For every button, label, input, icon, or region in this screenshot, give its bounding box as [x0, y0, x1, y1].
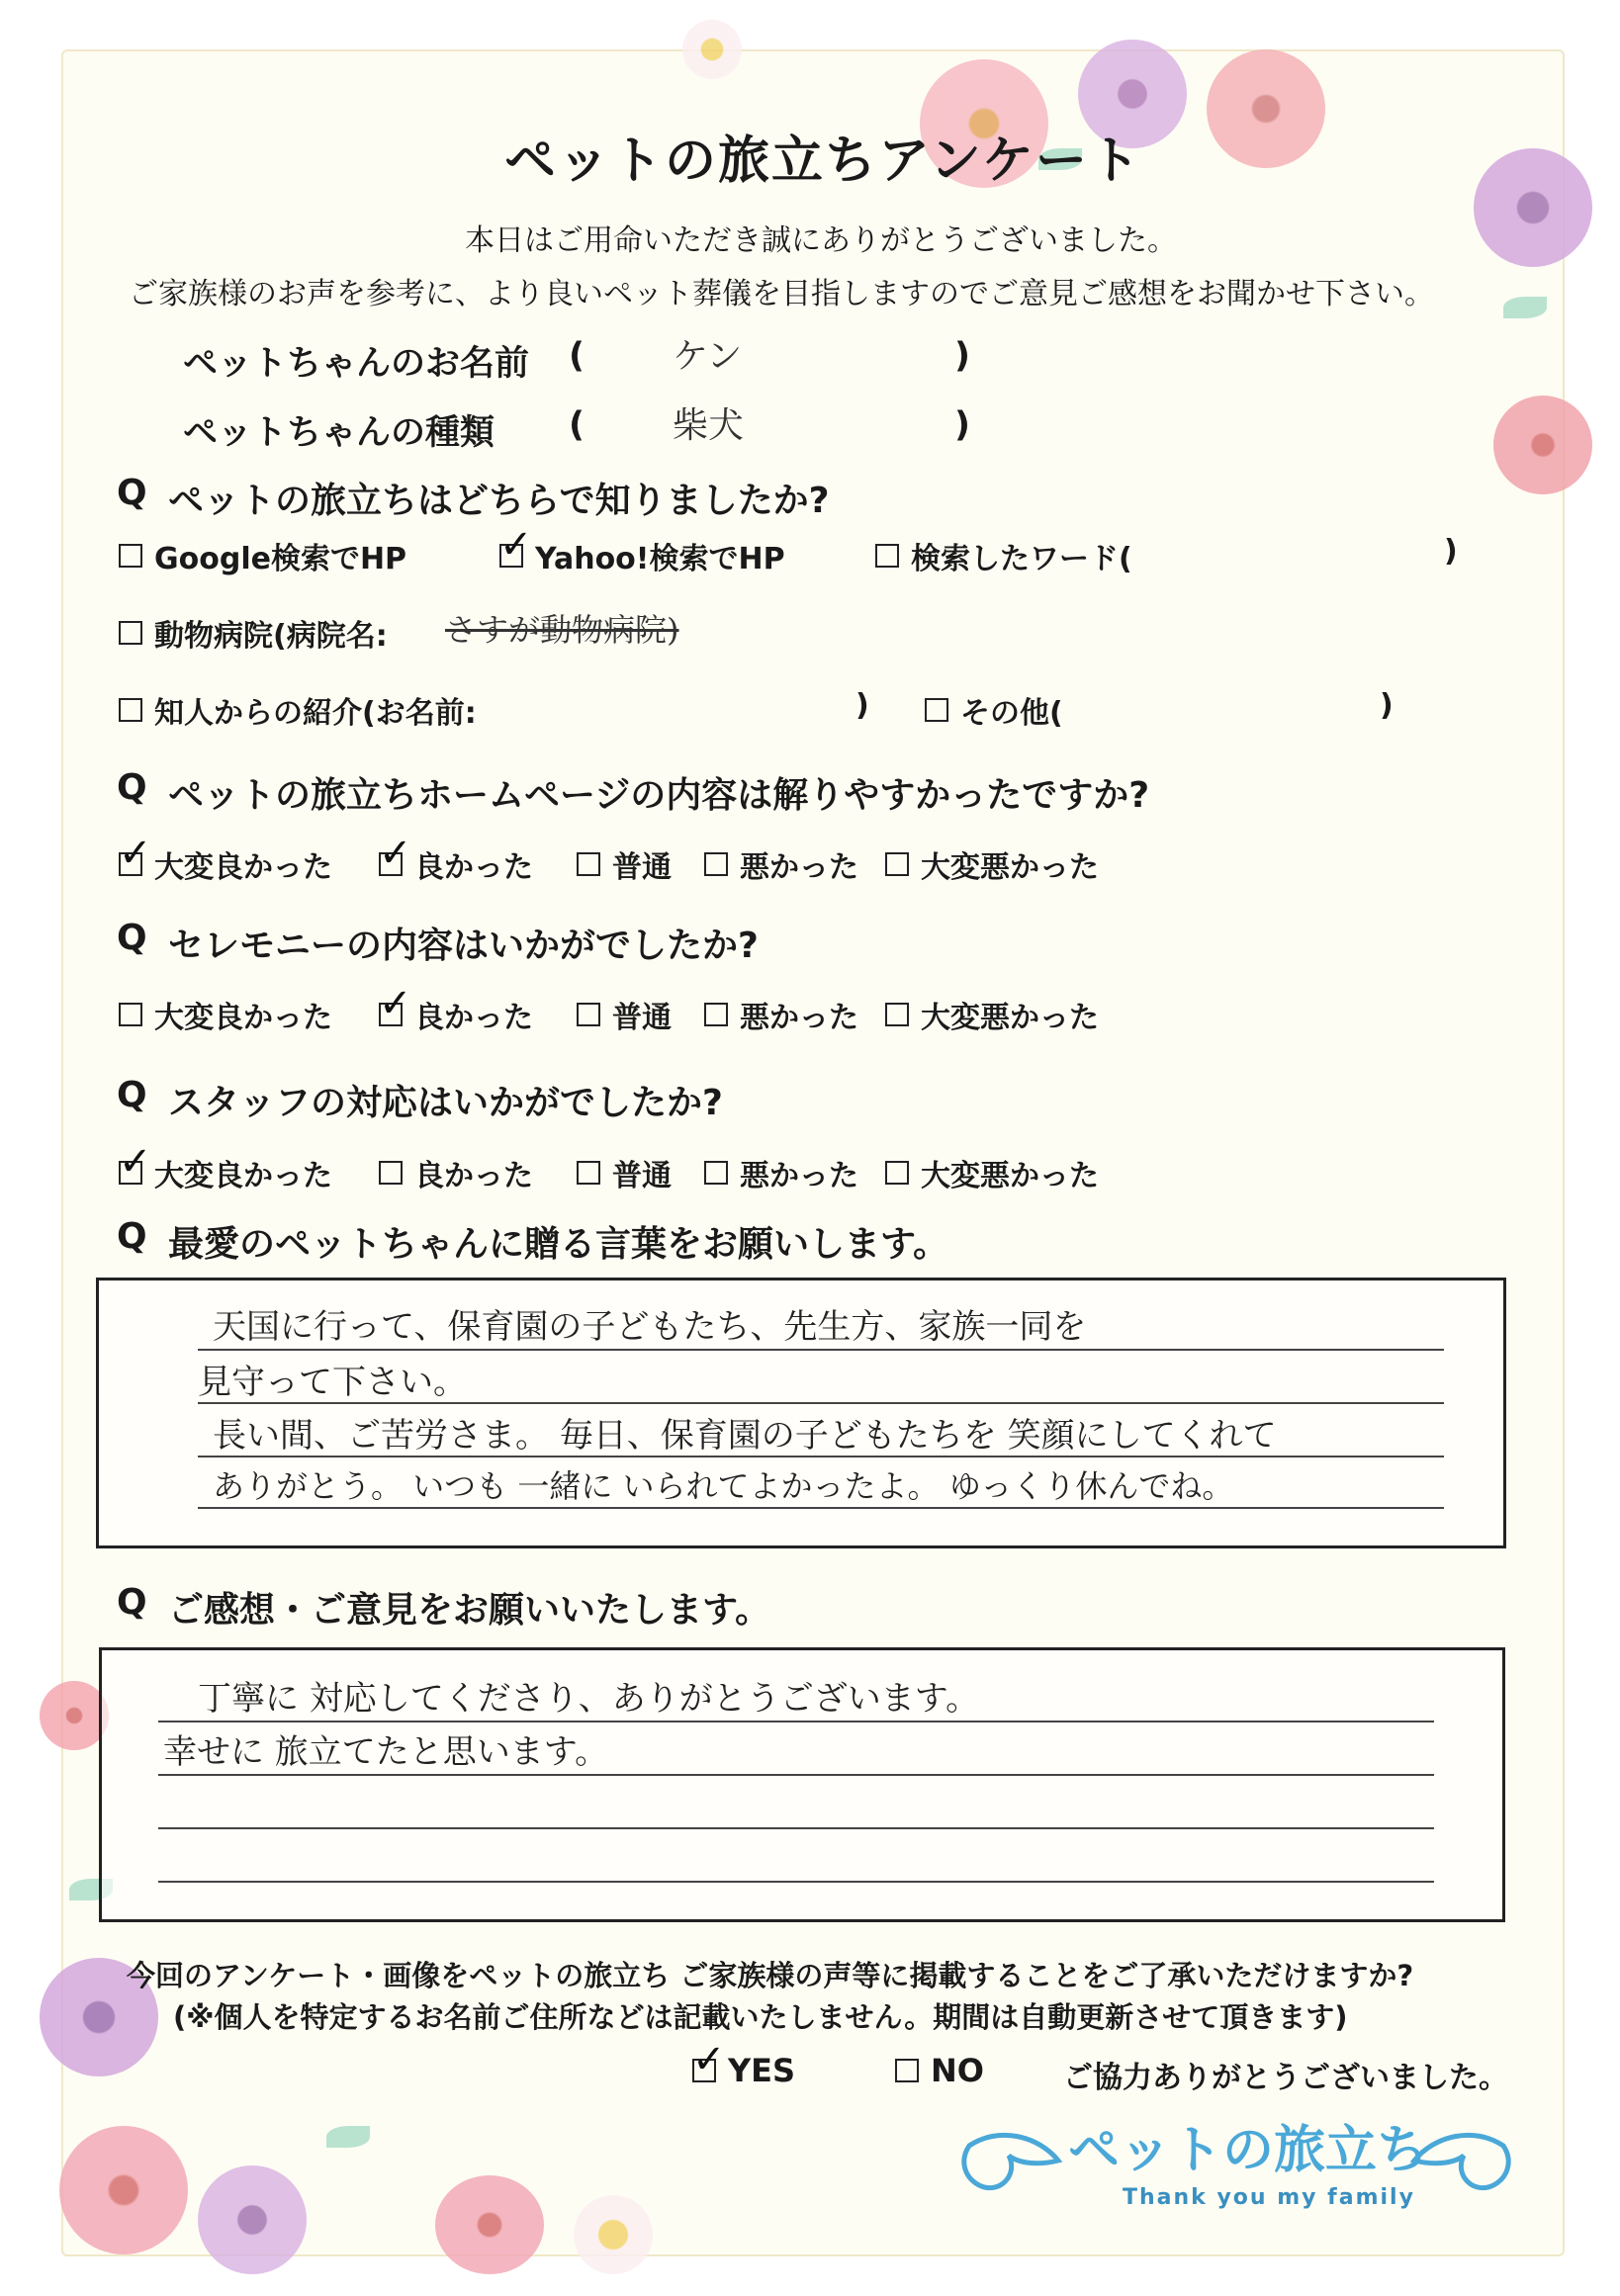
q4-option-good[interactable]: 良かった	[379, 1151, 533, 1194]
flower-decoration	[1207, 49, 1325, 168]
flower-decoration	[435, 2175, 544, 2274]
pet-type-close-paren: )	[954, 405, 970, 445]
logo-tagline: Thank you my family	[1123, 2185, 1415, 2210]
q3-option-bad[interactable]: 悪かった	[704, 993, 858, 1036]
answer-line	[198, 1349, 1444, 1351]
checkbox[interactable]	[577, 852, 600, 876]
checkbox[interactable]	[885, 1161, 909, 1185]
pet-type-value: 柴犬	[673, 405, 745, 446]
checkbox-checked[interactable]	[692, 2059, 716, 2082]
pet-type-open-paren: (	[569, 405, 585, 445]
checkbox[interactable]	[885, 852, 909, 876]
q4-question: スタッフの対応はいかがでしたか?	[168, 1083, 723, 1123]
checkbox[interactable]	[704, 852, 728, 876]
q2-question: ペットの旅立ちホームページの内容は解りやすかったですか?	[168, 775, 1150, 816]
pet-name-label: ペットちゃんのお名前	[183, 344, 530, 384]
q1-referral-close: )	[855, 688, 869, 723]
intro-line-2: ご家族様のお声を参考に、より良いペット葬儀を目指しますのでご意見ご感想をお聞かせ下さい。	[129, 277, 1434, 311]
checkbox[interactable]	[379, 1161, 403, 1185]
logo-name: ペットの旅立ち	[1068, 2120, 1429, 2180]
q3-question: セレモニーの内容はいかがでしたか?	[168, 926, 759, 966]
q2-option-normal[interactable]: 普通	[577, 842, 672, 886]
checkbox[interactable]	[885, 1003, 909, 1026]
checkbox[interactable]	[119, 698, 142, 722]
leaf-decoration	[1503, 297, 1547, 318]
q6-question: ご感想・ご意見をお願いいたします。	[168, 1590, 771, 1631]
message-line-3: 長い間、ご苦労さま。 毎日、保育園の子どもたちを 笑顔にしてくれて	[213, 1416, 1277, 1456]
q1-option-other[interactable]: その他(	[925, 688, 1063, 732]
q4-marker: Q	[117, 1075, 147, 1115]
flower-decoration	[682, 20, 742, 79]
q2-option-very-good[interactable]: ✓ 大変良かった	[119, 842, 332, 886]
q1-option-referral[interactable]: 知人からの紹介(お名前:	[119, 688, 477, 732]
feedback-line-2: 幸せに 旅立てたと思います。	[163, 1732, 609, 1772]
answer-line	[158, 1827, 1434, 1829]
q5-marker: Q	[117, 1216, 147, 1257]
q3-option-very-good[interactable]: 大変良かった	[119, 993, 332, 1036]
flower-decoration	[198, 2165, 307, 2274]
checkbox-checked[interactable]	[499, 544, 523, 568]
checkbox-checked[interactable]	[119, 852, 142, 876]
intro-line-1: 本日はご用命いただき誠にありがとうございました。	[465, 223, 1177, 258]
q1-question: ペットの旅立ちはどちらで知りましたか?	[168, 481, 830, 521]
consent-no-option[interactable]: NO	[895, 2052, 984, 2089]
pet-name-open-paren: (	[569, 336, 585, 376]
checkbox[interactable]	[704, 1161, 728, 1185]
checkbox-checked[interactable]	[379, 852, 403, 876]
q4-option-very-good[interactable]: ✓ 大変良かった	[119, 1151, 332, 1194]
flower-decoration	[59, 2126, 188, 2254]
checkbox[interactable]	[925, 698, 948, 722]
answer-line	[158, 1881, 1434, 1883]
leaf-decoration	[326, 2126, 370, 2148]
checkbox[interactable]	[119, 1003, 142, 1026]
q1-option-yahoo[interactable]: ✓ Yahoo!検索でHP	[499, 534, 785, 577]
checkbox[interactable]	[119, 621, 142, 645]
checkbox[interactable]	[895, 2059, 919, 2082]
feedback-line-1: 丁寧に 対応してくださり、ありがとうございます。	[198, 1679, 980, 1719]
brand-logo	[959, 2106, 1513, 2225]
q4-option-normal[interactable]: 普通	[577, 1151, 672, 1194]
checkbox[interactable]	[119, 544, 142, 568]
q5-question: 最愛のペットちゃんに贈る言葉をお願いします。	[168, 1224, 949, 1265]
page-title: ペットの旅立ちアンケート	[504, 132, 1142, 191]
pet-type-label: ペットちゃんの種類	[183, 413, 495, 453]
q2-option-very-bad[interactable]: 大変悪かった	[885, 842, 1099, 886]
q3-option-good[interactable]: ✓ 良かった	[379, 993, 533, 1036]
checkbox[interactable]	[875, 544, 899, 568]
message-line-2: 見守って下さい。	[198, 1363, 467, 1402]
q1-marker: Q	[117, 473, 147, 513]
q1-option-search-word[interactable]: 検索したワード(	[875, 534, 1132, 577]
pet-name-value: ケン	[673, 336, 743, 377]
answer-line	[158, 1774, 1434, 1776]
consent-line-2: (※個人を特定するお名前ご住所などは記載いたしません。期間は自動更新させて頂きます)	[173, 2000, 1348, 2034]
q2-option-bad[interactable]: 悪かった	[704, 842, 858, 886]
q1-other-close: )	[1380, 688, 1394, 723]
q1-option-google[interactable]: Google検索でHP	[119, 534, 406, 577]
message-line-1: 天国に行って、保育園の子どもたち、先生方、家族一同を	[213, 1307, 1087, 1347]
q3-option-very-bad[interactable]: 大変悪かった	[885, 993, 1099, 1036]
q6-marker: Q	[117, 1582, 147, 1623]
checkbox-checked[interactable]	[379, 1003, 403, 1026]
pet-name-close-paren: )	[954, 336, 970, 376]
q4-option-bad[interactable]: 悪かった	[704, 1151, 858, 1194]
checkbox[interactable]	[577, 1161, 600, 1185]
flower-decoration	[1474, 148, 1592, 267]
consent-yes-option[interactable]: ✓ YES	[692, 2052, 795, 2089]
q4-option-very-bad[interactable]: 大変悪かった	[885, 1151, 1099, 1194]
q1-hospital-value: さすが動物病院)	[445, 611, 679, 649]
checkbox-checked[interactable]	[119, 1161, 142, 1185]
q1-option-hospital[interactable]: 動物病院(病院名:	[119, 611, 388, 655]
answer-line	[158, 1721, 1434, 1722]
q2-marker: Q	[117, 767, 147, 808]
checkbox[interactable]	[577, 1003, 600, 1026]
message-line-4: ありがとう。 いつも 一緒に いられてよかったよ。 ゆっくり休んでね。	[213, 1467, 1234, 1505]
q1-search-word-close: )	[1444, 534, 1458, 569]
thanks-text: ご協力ありがとうございました。	[1063, 2061, 1508, 2095]
q3-option-normal[interactable]: 普通	[577, 993, 672, 1036]
q2-option-good[interactable]: ✓ 良かった	[379, 842, 533, 886]
consent-line-1: 今回のアンケート・画像をペットの旅立ち ご家族様の声等に掲載することをご了承いただけますか?	[127, 1959, 1414, 1992]
answer-line	[198, 1507, 1444, 1509]
flower-decoration	[574, 2195, 653, 2274]
checkbox[interactable]	[704, 1003, 728, 1026]
flower-decoration	[1493, 396, 1592, 494]
q3-marker: Q	[117, 918, 147, 958]
